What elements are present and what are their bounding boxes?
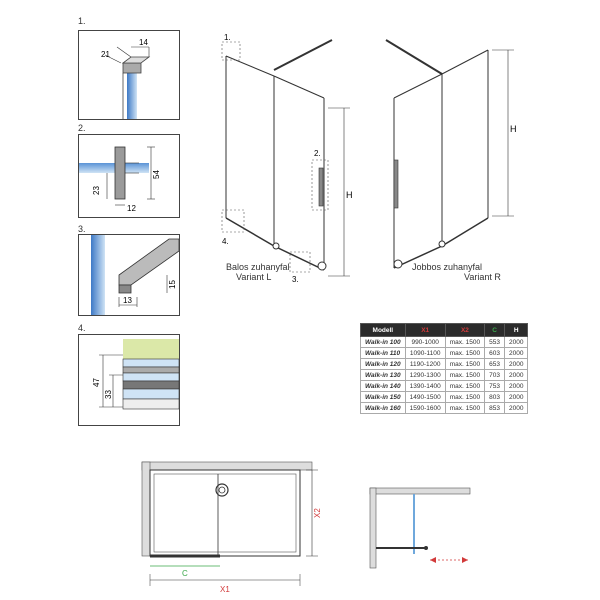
detail-4-number: 4. [78, 323, 86, 333]
detail-3-box [78, 234, 180, 316]
table-row [361, 381, 528, 392]
cell-c: 803 [485, 392, 505, 403]
spec-table-header-row [361, 324, 528, 337]
cell-x1: 1190-1200 [405, 359, 445, 370]
plan-view-x2-label: X2 [313, 508, 322, 518]
plan-view-drawing [136, 456, 326, 596]
header-c: C [485, 324, 505, 337]
cell-c: 703 [485, 370, 505, 381]
cell-x1: 1590-1600 [405, 403, 445, 414]
table-row [361, 337, 528, 348]
detail-1-number: 1. [78, 16, 86, 26]
detail-1-box [78, 30, 180, 120]
plan-view-c-label: C [182, 569, 188, 578]
table-row [361, 392, 528, 403]
cell-model: Walk-in 120 [361, 359, 406, 370]
left-view-caption-2: Variant L [236, 272, 272, 282]
cell-c: 653 [485, 359, 505, 370]
header-h: H [504, 324, 527, 337]
right-view-drawing [380, 30, 520, 290]
cell-x1: 1290-1300 [405, 370, 445, 381]
cell-h: 2000 [504, 392, 527, 403]
cell-model: Walk-in 100 [361, 337, 406, 348]
spec-table [360, 323, 528, 414]
cell-c: 603 [485, 348, 505, 359]
detail-3-dim-13: 13 [123, 296, 132, 305]
cell-model: Walk-in 160 [361, 403, 406, 414]
cell-h: 2000 [504, 348, 527, 359]
cell-x2: max. 1500 [445, 337, 484, 348]
detail-4-dim-33: 33 [104, 390, 113, 399]
detail-3-dim-15: 15 [168, 280, 177, 289]
right-view-caption-1: Jobbos zuhanyfal [412, 262, 483, 272]
header-x2: X2 [445, 324, 484, 337]
header-x1: X1 [405, 324, 445, 337]
detail-4-dim-47: 47 [92, 378, 101, 387]
table-row [361, 348, 528, 359]
header-modell: Modell [361, 324, 406, 337]
cell-x2: max. 1500 [445, 381, 484, 392]
cell-x1: 1090-1100 [405, 348, 445, 359]
left-view-height-label: H [346, 190, 353, 200]
table-row [361, 359, 528, 370]
cell-x1: 1390-1400 [405, 381, 445, 392]
cell-x2: max. 1500 [445, 359, 484, 370]
cell-x1: 990-1000 [405, 337, 445, 348]
detail-2-box [78, 134, 180, 218]
left-view-marker-3: 3. [292, 275, 299, 284]
detail-4-drawing [79, 335, 179, 425]
cell-x2: max. 1500 [445, 348, 484, 359]
detail-2-drawing [79, 135, 179, 217]
detail-2-number: 2. [78, 123, 86, 133]
cell-h: 2000 [504, 381, 527, 392]
cell-x2: max. 1500 [445, 370, 484, 381]
detail-3-number: 3. [78, 224, 86, 234]
cell-model: Walk-in 140 [361, 381, 406, 392]
plan-detail-drawing [366, 484, 476, 574]
detail-2-dim-54: 54 [152, 170, 161, 179]
cell-model: Walk-in 130 [361, 370, 406, 381]
left-view-caption-1: Balos zuhanyfal [226, 262, 290, 272]
detail-1-dim-21: 21 [101, 50, 110, 59]
cell-h: 2000 [504, 370, 527, 381]
cell-c: 853 [485, 403, 505, 414]
cell-x2: max. 1500 [445, 392, 484, 403]
left-view-drawing [218, 30, 358, 290]
detail-1-drawing [79, 31, 179, 119]
right-view-caption-2: Variant R [464, 272, 501, 282]
cell-h: 2000 [504, 359, 527, 370]
left-view-marker-1: 1. [224, 33, 231, 42]
right-view-height-label: H [510, 124, 517, 134]
cell-x1: 1490-1500 [405, 392, 445, 403]
detail-2-dim-23: 23 [92, 186, 101, 195]
detail-2-dim-12: 12 [127, 204, 136, 213]
cell-h: 2000 [504, 337, 527, 348]
detail-1-dim-14: 14 [139, 38, 148, 47]
table-row [361, 403, 528, 414]
cell-c: 553 [485, 337, 505, 348]
left-view-marker-4: 4. [222, 237, 229, 246]
left-view-marker-2: 2. [314, 149, 321, 158]
detail-3-drawing [79, 235, 179, 315]
plan-view-x1-label: X1 [220, 585, 230, 594]
cell-c: 753 [485, 381, 505, 392]
detail-4-box [78, 334, 180, 426]
cell-x2: max. 1500 [445, 403, 484, 414]
table-row [361, 370, 528, 381]
cell-h: 2000 [504, 403, 527, 414]
cell-model: Walk-in 150 [361, 392, 406, 403]
cell-model: Walk-in 110 [361, 348, 406, 359]
